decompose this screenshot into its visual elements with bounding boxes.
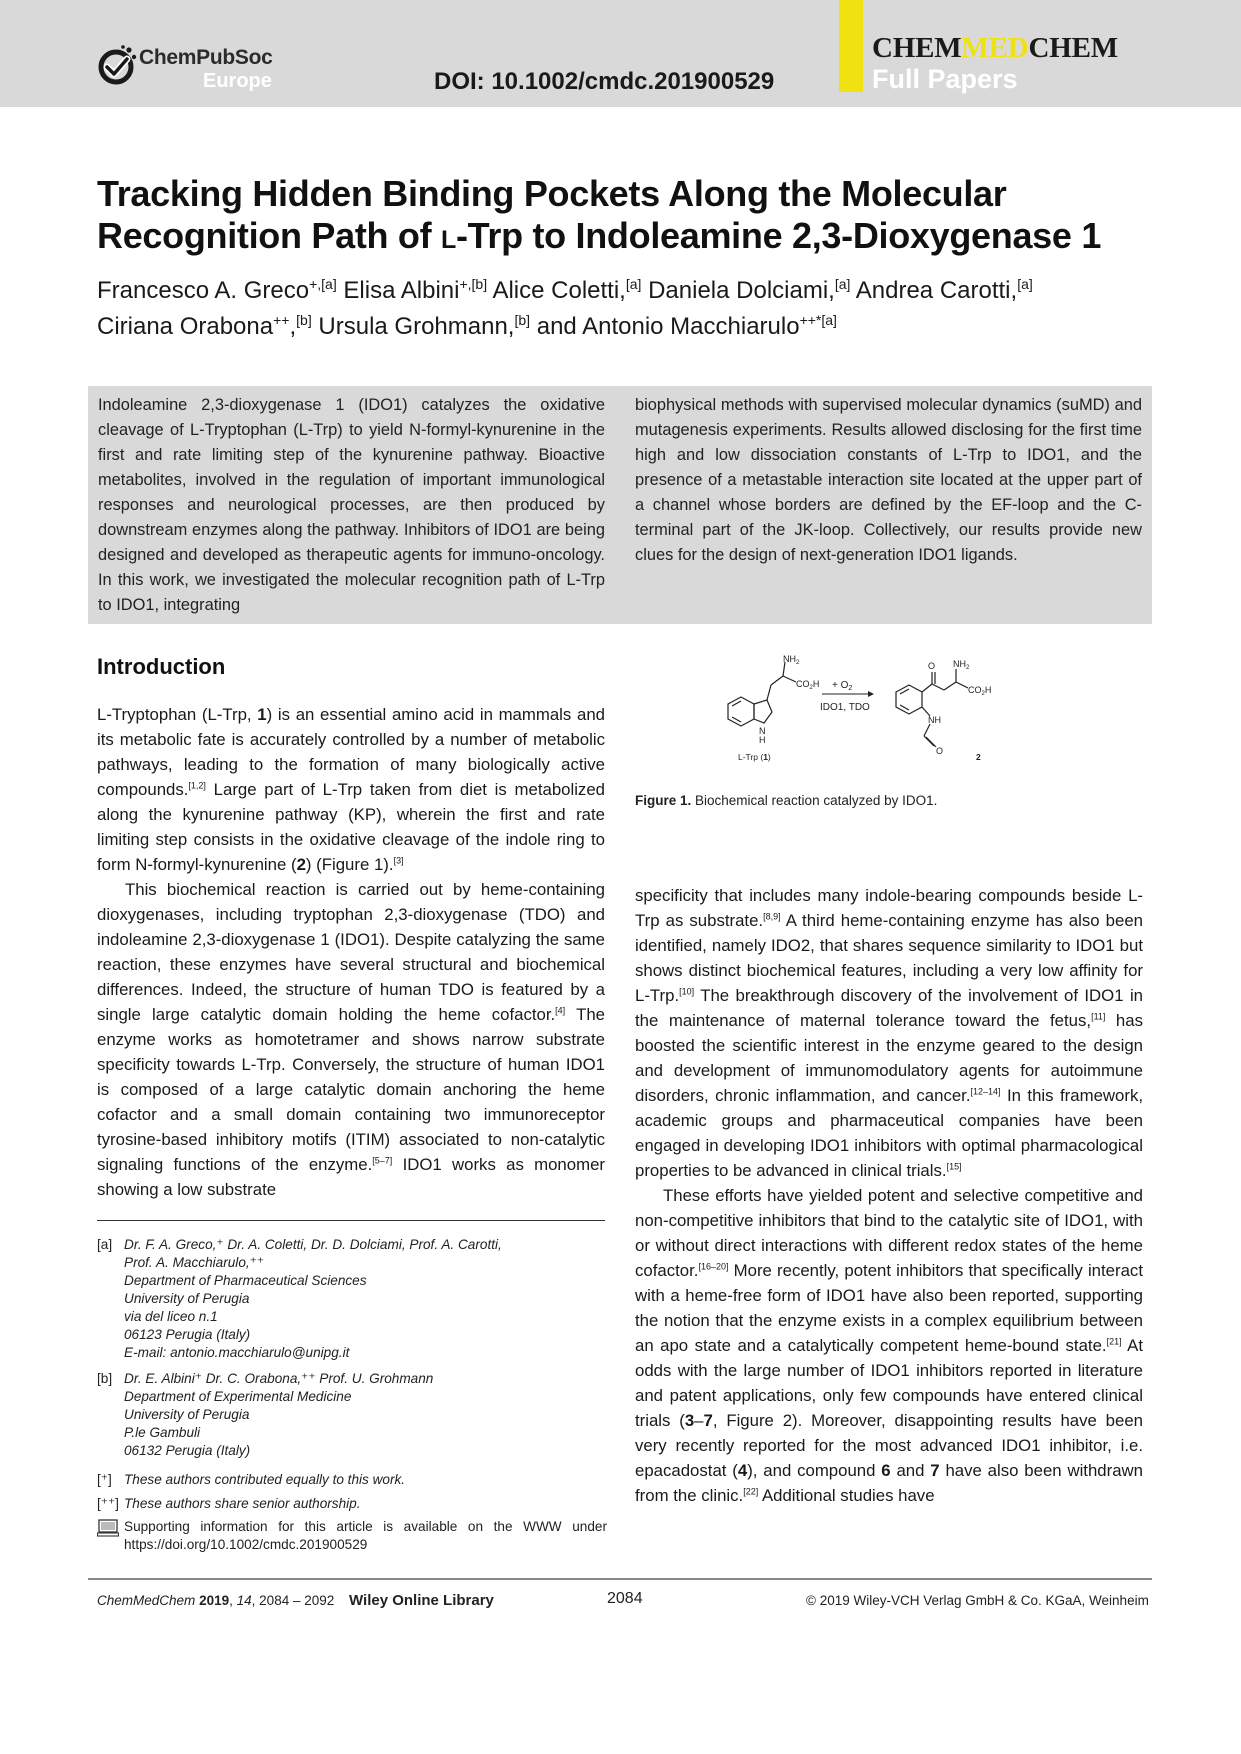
affiliation-line: University of Perugia bbox=[124, 1291, 250, 1306]
publisher-region: Europe bbox=[203, 70, 272, 92]
nh-label: N bbox=[759, 726, 766, 736]
compound-ref-2: 2 bbox=[296, 855, 306, 874]
affiliation-a: [a] Dr. F. A. Greco,⁺ Dr. A. Coletti, Dr. D. Dolciami, Prof. A. Carotti, Prof. A. Macchiarulo,⁺⁺ Department of Pharmaceutical Sciences University of Perugia via del liceo n.1 06123 Perugia (Italy) E-mail: antonio.macchiarulo@unipg.it bbox=[97, 1236, 617, 1362]
n-formyl-kynurenine-structure bbox=[896, 669, 968, 747]
affiliation-line: 06132 Perugia (Italy) bbox=[124, 1443, 251, 1458]
author-name: Francesco A. Greco bbox=[97, 277, 310, 304]
ketone-o-label: O bbox=[928, 661, 936, 671]
copyright: © 2019 Wiley-VCH Verlag GmbH & Co. KGaA, Weinheim bbox=[806, 1593, 1149, 1608]
abstract-box bbox=[88, 386, 1152, 624]
body-right-column bbox=[635, 883, 1143, 1508]
co2h-label-product: $CO_2H$ bbox=[968, 685, 992, 697]
affiliation-line: E-mail: antonio.macchiarulo@unipg.it bbox=[124, 1345, 350, 1360]
affiliation-line: via del liceo n.1 bbox=[124, 1309, 218, 1324]
citation[interactable]: [8,9] bbox=[763, 911, 781, 922]
citation[interactable]: [21] bbox=[1106, 1336, 1122, 1347]
chempubsoc-logo-icon bbox=[98, 44, 138, 86]
page-number: 2084 bbox=[607, 1590, 643, 1607]
author-name: , bbox=[289, 313, 297, 340]
author-name: Alice Coletti, bbox=[492, 277, 626, 304]
affiliation-line: Dr. E. Albini⁺ Dr. C. Orabona,⁺⁺ Prof. U. Grohmann bbox=[124, 1371, 434, 1386]
author-name: Andrea Carotti, bbox=[855, 277, 1018, 304]
footnote-equal-contribution: [⁺] These authors contributed equally to this work. bbox=[97, 1472, 406, 1487]
author-name: Daniela Dolciami, bbox=[648, 277, 835, 304]
author-name: Ciriana Orabona bbox=[97, 313, 274, 340]
doi[interactable]: DOI: 10.1002/cmdc.201900529 bbox=[434, 68, 775, 95]
affiliation-b: [b] Dr. E. Albini⁺ Dr. C. Orabona,⁺⁺ Prof. U. Grohmann Department of Experimental Medicine University of Perugia P.le Gambuli 06132 Perugia (Italy) bbox=[97, 1370, 617, 1460]
author-name: Elisa Albini bbox=[343, 277, 460, 304]
figure-1-caption: Figure 1. Biochemical reaction catalyzed by IDO1. bbox=[635, 793, 938, 808]
tryptophan-structure bbox=[728, 662, 796, 726]
citation[interactable]: [4] bbox=[555, 1005, 566, 1016]
author-name: Ursula Grohmann, bbox=[318, 313, 515, 340]
citation[interactable]: [12–14] bbox=[970, 1086, 1001, 1097]
abstract-left-column: Indoleamine 2,3-dioxygenase 1 (IDO1) catalyzes the oxidative cleavage of L-Tryptophan (L-Trp) to yield N-formyl-kynurenine in the first and rate limiting step of the kynurenine pathway. Bioactive metabolites, involved in the regulation of important immunological responses and neurological processes, are then produced by downstream enzymes along the pathway. Inhibitors of IDO1 are being designed and developed as therapeutic agents for immuno-oncology. In this work, we investigated the molecular recognition path of L-Trp to IDO1, integrating bbox=[98, 396, 605, 614]
footnote-senior-authorship: [⁺⁺] These authors share senior authorship. bbox=[97, 1496, 361, 1511]
affiliation-line: 06123 Perugia (Italy) bbox=[124, 1327, 251, 1342]
affiliation-line: P.le Gambuli bbox=[124, 1425, 201, 1440]
compound-2-label: 2 bbox=[976, 752, 981, 762]
author-list bbox=[97, 273, 1157, 345]
citation[interactable]: [15] bbox=[946, 1161, 962, 1172]
computer-monitor-icon bbox=[97, 1519, 119, 1537]
journal-name: CHEMMEDCHEM bbox=[872, 32, 1118, 64]
affiliation-line: University of Perugia bbox=[124, 1407, 250, 1422]
nh2-label-product: $NH_2$ bbox=[953, 659, 970, 671]
co2h-label: $CO_2H$ bbox=[796, 679, 820, 691]
citation[interactable]: [22] bbox=[743, 1486, 759, 1497]
affiliation-line: Prof. A. Macchiarulo,⁺⁺ bbox=[124, 1255, 265, 1270]
nh-h-label: H bbox=[759, 735, 766, 745]
paragraph-2: This biochemical reaction is carried out by heme-containing dioxygenases, including tryptophan 2,3-dioxygenase (TDO) and indoleamine 2,3-dioxygenase 1 (IDO1). Despite catalyzing the same reaction, these enzymes have several structural and biochemical differences. Indeed, the structure of human TDO is featured by a single large catalytic domain holding the heme cofactor.[4] The enzyme works as homotetramer and shows narrow substrate specificity towards L-Trp. Conversely, the structure of human IDO1 is composed of a large catalytic domain anchoring the heme cofactor and a small domain containing two immunoreceptor tyrosine-based inhibitory motifs (ITIM) associated to non-catalytic signaling functions of the enzyme.[5–7] IDO1 works as monomer showing a low substrate bbox=[97, 880, 605, 1199]
wiley-online-library-link[interactable]: Wiley Online Library bbox=[349, 1592, 494, 1609]
article-section: Full Papers bbox=[872, 64, 1018, 94]
footer-rule bbox=[88, 1578, 1152, 1580]
paragraph-1: L-Tryptophan (L-Trp, 1) is an essential amino acid in mammals and its metabolic fate is accurately controlled by a number of metabolic pathways, leading to the formation of many biologically active compounds.[1,2] Large part of L-Trp taken from diet is metabolized along the kynurenine pathway (KP), wherein the first and rate limiting step consists in the oxidative cleavage of the indole ring to form N-formyl-kynurenine (2) (Figure 1).[3] bbox=[97, 705, 605, 874]
reagent-enzymes: IDO1, TDO bbox=[820, 702, 870, 713]
compound-1-label: L-Trp (1) bbox=[738, 752, 771, 762]
affiliation-line: Department of Experimental Medicine bbox=[124, 1389, 352, 1404]
affiliation-line: Dr. F. A. Greco,⁺ Dr. A. Coletti, Dr. D. Dolciami, Prof. A. Carotti, bbox=[124, 1237, 502, 1252]
citation[interactable]: [1,2] bbox=[188, 780, 206, 791]
author-affiliation-mark: [a] bbox=[1017, 276, 1033, 292]
paragraph-4: These efforts have yielded potent and selective competitive and non-competitive inhibitors that bind to the catalytic site of IDO1, with or without direct interactions with different redox states of the heme cofactor.[16–20] More recently, potent inhibitors that specifically interact with a heme-free form of IDO1 have also been reported, supporting the notion that the enzyme exists in a complex equilibrium between an apo state and a catalytically competent heme-bound state.[21] At odds with the large number of IDO1 inhibitors reported in literature and patent applications, only few compounds have entered clinical trials (3–7, Figure 2). Moreover, disappointing results have been very recently reported for the most advanced IDO1 inhibitor, i.e. epacadostat (4), and compound 6 and 7 have also been withdrawn from the clinic.[22] Additional studies have bbox=[635, 1186, 1144, 1505]
publisher-name: ChemPubSoc bbox=[139, 46, 273, 69]
citation[interactable]: [3] bbox=[393, 855, 404, 866]
author-affiliation-mark: ++ bbox=[273, 312, 290, 328]
citation[interactable]: [5–7] bbox=[372, 1155, 393, 1166]
amide-nh-label: NH bbox=[928, 715, 941, 725]
citation[interactable]: [16–20] bbox=[698, 1261, 729, 1272]
header-band bbox=[0, 0, 1241, 107]
abstract-right-column: biophysical methods with supervised molecular dynamics (suMD) and mutagenesis experiments. Results allowed disclosing for the first time high and low dissociation constants of L-Trp to IDO1, and the presence of a metastable interaction site located at the upper part of a channel whose borders are defined by the EF-loop and the C-terminal part of the JK-loop. Collectively, our results provide new clues for the design of next-generation IDO1 ligands. bbox=[635, 396, 1142, 564]
author-affiliation-mark: [a] bbox=[834, 276, 851, 292]
citation[interactable]: [10] bbox=[679, 986, 695, 997]
affiliation-line: Department of Pharmaceutical Sciences bbox=[124, 1273, 367, 1288]
article-title: Tracking Hidden Binding Pockets Along the Molecular Recognition Path of l-Trp to Indoleamine 2,3-Dioxygenase 1 bbox=[97, 173, 1102, 256]
supporting-information-note: Supporting information for this article is available on the WWW under https://doi.org/10.1002/cmdc.201900529 bbox=[97, 1518, 607, 1554]
compound-ref-1: 1 bbox=[257, 705, 267, 724]
author-affiliation-mark: [b] bbox=[514, 312, 531, 328]
author-name: and Antonio Macchiarulo bbox=[536, 313, 800, 340]
citation[interactable]: [11] bbox=[1091, 1011, 1106, 1022]
author-affiliation-mark: ++*[a] bbox=[799, 312, 837, 328]
nh2-label: $NH_2$ bbox=[783, 654, 800, 666]
footer-citation: ChemMedChem 2019, 14, 2084 – 2092 bbox=[97, 1593, 335, 1608]
section-heading-introduction: Introduction bbox=[97, 654, 226, 679]
author-affiliation-mark: +,[a] bbox=[309, 276, 337, 292]
author-affiliation-mark: [a] bbox=[625, 276, 642, 292]
figure-1-reaction-scheme bbox=[716, 652, 1056, 770]
author-affiliation-mark: +,[b] bbox=[459, 276, 488, 292]
reagent-oxygen: + $O_2$ bbox=[832, 680, 853, 692]
footnote-rule bbox=[97, 1220, 605, 1221]
body-left-column bbox=[97, 702, 605, 1202]
journal-accent-bar bbox=[839, 0, 863, 92]
formyl-o-label: O bbox=[936, 746, 944, 756]
paragraph-3: specificity that includes many indole-bearing compounds beside L-Trp as substrate.[8,9] A third heme-containing enzyme has also been identified, namely IDO2, that shares sequence similarity to IDO1 but shows distinct biochemical features, including a very low affinity for L-Trp.[10] The breakthrough discovery of the involvement of IDO1 in the maintenance of maternal tolerance toward the fetus,[11] has boosted the scientific interest in the enzyme geared to the design and development of immunomodulatory agents for autoimmune disorders, chronic inflammation, and cancer.[12–14] In this framework, academic groups and pharmaceutical companies have been engaged in developing IDO1 inhibitors with optimal pharmacological properties to be advanced in clinical trials.[15] bbox=[635, 886, 1143, 1180]
author-affiliation-mark: [b] bbox=[296, 312, 312, 328]
